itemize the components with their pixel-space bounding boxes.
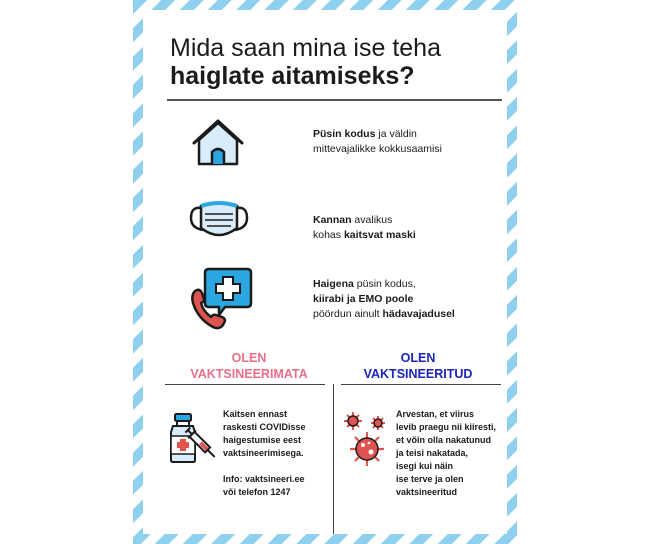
item-line: [313, 277, 455, 292]
item-text-stay-home: [313, 127, 442, 157]
item-text-mask: [313, 213, 416, 243]
text-line: raskesti COVIDisse: [223, 422, 306, 432]
item-line: [313, 213, 416, 228]
divider-left: [165, 384, 325, 385]
text-line: vaktsineeritud: [396, 487, 458, 497]
heading-vaccinated-line2: VAKTSINEERITUD: [363, 367, 473, 381]
house-icon: [191, 118, 245, 173]
item-text-run: avalikus: [351, 214, 393, 226]
item-text-bold: Püsin kodus: [313, 128, 376, 140]
vaccine-vial-syringe-icon: [167, 412, 217, 469]
item-line: [313, 127, 442, 142]
text-line: ise terve ja olen: [396, 474, 464, 484]
item-text-bold: kaitsvat maski: [343, 229, 416, 241]
column-divider: [333, 384, 334, 534]
item-text-run: mittevajalikke kokkusaamisi: [313, 143, 442, 155]
text-line: levib praegu nii kiiresti,: [396, 422, 497, 432]
heading-vaccinated: [338, 350, 498, 382]
poster-border: [133, 0, 517, 544]
heading-unvaccinated-line1: OLEN: [231, 351, 267, 365]
text-line: Info: vaktsineeri.ee: [223, 474, 305, 484]
text-line: isegi kui näin: [396, 461, 454, 471]
title-divider: [167, 99, 502, 101]
heading-unvaccinated-line2: VAKTSINEERIMATA: [190, 367, 308, 381]
item-text-run: püsin kodus,: [353, 278, 416, 290]
unvaccinated-text: [223, 408, 306, 499]
text-line: ja teisi nakatada,: [396, 448, 469, 458]
text-line: vaktsineerimisega.: [223, 448, 304, 458]
item-text-run: kohas: [313, 229, 344, 241]
poster-body: [143, 10, 507, 534]
text-line: [223, 460, 306, 473]
text-line: et võin olla nakatunud: [396, 435, 492, 445]
item-text-bold: Haigena: [313, 278, 354, 290]
item-text-sick: [313, 277, 455, 322]
text-line: Arvestan, et viirus: [396, 409, 475, 419]
poster-title-line1: Mida saan mina ise teha: [170, 34, 441, 62]
poster-title-line2: haiglate aitamiseks?: [170, 62, 415, 90]
item-text-bold: Kannan: [313, 214, 352, 226]
heading-vaccinated-line1: OLEN: [400, 351, 436, 365]
phone-medical-chat-icon: [189, 265, 255, 336]
item-line: [313, 292, 455, 307]
item-text-bold: kiirabi ja EMO poole: [313, 293, 414, 305]
item-line: [313, 307, 455, 322]
item-line: [313, 228, 416, 243]
text-line: Kaitsen ennast: [223, 409, 288, 419]
divider-right: [341, 384, 501, 385]
item-text-run: pöördun ainult: [313, 308, 383, 320]
face-mask-icon: [187, 198, 251, 249]
text-line: haigestumise eest: [223, 435, 302, 445]
vaccinated-text: [396, 408, 496, 499]
heading-unvaccinated: [169, 350, 329, 382]
item-line: [313, 142, 442, 157]
item-text-run: ja väldin: [375, 128, 417, 140]
virus-icon: [343, 410, 391, 473]
text-line: või telefon 1247: [223, 487, 291, 497]
item-text-bold: hädavajadusel: [382, 308, 455, 320]
